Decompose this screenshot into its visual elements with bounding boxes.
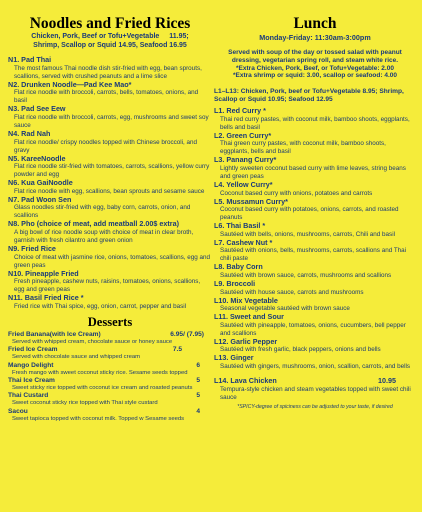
menu-item [8, 196, 212, 221]
lunch-intro: Served with soup of the day or tossed salad with peanut dressing, vegetarian spring roll, and steam white rice. [228, 49, 402, 64]
item-desc: Sautéed with brown sauce, carrots, mushrooms and scallions [220, 271, 392, 279]
item-title: L7. Cashew Nut * [214, 237, 273, 247]
item-title: N4. Rad Nah [8, 128, 51, 138]
dessert-desc: Sweet sticky rice topped with coconut ice cream and roasted peanuts [12, 384, 193, 391]
dessert-price: 7.5 [172, 346, 182, 354]
menu-item [8, 56, 212, 81]
item-title: N11. Basil Fried Rice * [8, 293, 84, 303]
noodles-sub1: Chicken, Pork, Beef or Tofu+Vegetable [31, 33, 160, 40]
item-desc: Flat rice noodle with egg, scallions, bean sprouts and sesame sauce [14, 187, 205, 195]
menu-item [214, 181, 416, 198]
item-desc: Sautéed with pineapple, tomatoes, onions, cucumbers, bell pepper and scallions [220, 321, 406, 337]
item-title: L2. Green Curry* [214, 130, 272, 140]
menu-item [214, 156, 416, 181]
item-title: L1. Red Curry * [214, 106, 266, 116]
menu-item [214, 280, 416, 297]
item-title: N3. Pad See Eew [8, 104, 66, 114]
item-title: L4. Yellow Curry* [214, 179, 273, 189]
menu-item [214, 107, 416, 132]
menu-item [214, 297, 416, 314]
menu-item [8, 81, 212, 106]
dessert-item [8, 392, 212, 407]
lunch-list [214, 107, 416, 410]
noodle-list [8, 56, 212, 311]
dessert-item [8, 377, 212, 392]
menu-item [214, 222, 416, 239]
lunch-title: Lunch [293, 15, 337, 32]
lunch-pricing: L1–L13: Chicken, Pork, beef or Tofu+Vegetable 8.95; Shrimp, Scallop or Squid 10.95; Seafood 12.95 [214, 88, 404, 104]
item-title: L6. Thai Basil * [214, 221, 266, 231]
item-desc: Sautéed with onions, bells, mushrooms, carrots, scallions and Thai chili paste [220, 247, 407, 263]
item-desc: Coconut based curry with potatoes, onions, carrots, and roasted peanuts [220, 206, 399, 222]
item-title: N1. Pad Thai [8, 55, 52, 65]
item-desc: Flat rice noodle stir-fried with tomatoes, carrots, scallions, yellow curry powder and egg [14, 163, 210, 179]
menu-item [8, 105, 212, 130]
dessert-desc: Fresh mango with sweet coconut sticky rice. Sesame seeds topped [12, 369, 188, 376]
item-title: L10. Mix Vegetable [214, 295, 278, 305]
item-title: L14. Lava Chicken [214, 375, 277, 385]
item-title: N7. Pad Woon Sen [8, 194, 72, 204]
dessert-price: 4 [196, 407, 200, 415]
dessert-desc: Sweet tapioca topped with coconut milk. Topped w Sesame seeds [12, 415, 185, 422]
dessert-name: Sacou [8, 407, 28, 415]
item-price: 10.95 [378, 375, 396, 385]
item-desc: Tempura-style chicken and steam vegetables topped with sweet chili sauce [220, 385, 411, 401]
lunch-extra-1: *Extra Chicken, Pork, Beef, or Tofu+Vegetable: 2.00 [236, 64, 394, 72]
dessert-name: Fried Ice Cream [8, 346, 58, 354]
noodles-pricing [8, 33, 212, 50]
dessert-desc: Served with whipped cream, chocolate sauce or honey sauce [12, 338, 173, 345]
dessert-name: Thai Ice Cream [8, 376, 55, 384]
item-title: L12. Garlic Pepper [214, 336, 278, 346]
item-desc: A big bowl of rice noodle soup with choice of meat in clear broth, garnish with fresh cilantro and green onion [14, 228, 194, 244]
item-title: L3. Panang Curry* [214, 155, 277, 165]
item-desc: Sautéed with house sauce, carrots and mushrooms [220, 288, 364, 296]
menu-item [214, 198, 416, 223]
item-desc: Flat rice noodle with broccoli, carrots, egg, mushrooms and sweet soy sauce [14, 113, 209, 129]
spicy-note: *SPICY-degree of spiciness can be adjusted to your taste, if desired [237, 403, 393, 410]
item-title: L9. Broccoli [214, 278, 256, 288]
item-desc: Sautéed with bells, onions, mushrooms, carrots, Chili and basil [220, 230, 395, 238]
dessert-price: 5 [196, 376, 200, 384]
item-title: N9. Fried Rice [8, 243, 56, 253]
noodles-sub1-price: 11.95; [169, 33, 189, 40]
menu-item [8, 130, 212, 155]
item-desc: Fried rice with Thai spice, egg, onion, carrot, pepper and basil [14, 302, 187, 310]
item-title: N5. KareeNoodle [8, 153, 66, 163]
dessert-price: 6 [196, 361, 200, 369]
dessert-price: 5 [196, 392, 200, 400]
item-desc: Fresh pineapple, cashew nuts, raisins, tomatoes, onions, scallions, egg and green peas [14, 278, 201, 294]
noodles-title: Noodles and Fried Rices [29, 15, 191, 32]
lunch-extra-2: *Extra shrimp or squid: 3.00, scallop or seafood: 4.00 [233, 72, 397, 80]
item-desc: Choice of meat with jasmine rice, onions, tomatoes, scallions, egg and green peas [14, 253, 211, 269]
item-desc: The most famous Thai noodle dish stir-fried with egg, bean sprouts, scallions, served with crushed peanuts and a lime slice [14, 64, 202, 80]
noodles-sub2: Shrimp, Scallop or Squid 14.95, Seafood 16.95 [33, 41, 187, 49]
item-desc: Sautéed with gingers, mushrooms, onion, scallion, carrots, and bells [220, 362, 411, 370]
dessert-list [8, 331, 212, 423]
dessert-name: Thai Custard [8, 392, 49, 400]
menu-item [8, 220, 212, 245]
menu-item [8, 179, 212, 196]
item-desc: Seasonal vegetable sautéed with brown sauce [220, 305, 350, 313]
item-desc: Thai green curry pastes, with coconut milk, bamboo shoots, eggplants, bells and basil [220, 140, 386, 156]
item-desc: Lightly sweeten coconut based curry with lime leaves, string beans and green peas [220, 164, 406, 180]
noodles-column [8, 0, 212, 423]
item-title: N2. Drunken Noodle—Pad Kee Mao* [8, 79, 132, 89]
menu-item [214, 338, 416, 355]
item-title: L8. Baby Corn [214, 262, 263, 272]
dessert-name: Fried Banana(with Ice Cream) [8, 330, 101, 338]
desserts-title: Desserts [87, 314, 133, 329]
menu-item [214, 313, 416, 338]
dessert-item [8, 362, 212, 377]
menu-item [8, 245, 212, 270]
item-title: L13. Ginger [214, 353, 254, 363]
item-title: N10. Pineapple Fried [8, 268, 79, 278]
dessert-item [8, 346, 212, 361]
item-desc: Flat rice noodle with broccoli, carrots, bells, tomatoes, onions, and basil [14, 89, 199, 105]
dessert-price: 6.95/ (7.95) [170, 330, 204, 338]
dessert-desc: Sweet coconut sticky rice topped with Thai style custard [12, 400, 158, 407]
item-desc: Flat rice noodle/ crispy noodles topped with Chinese broccoli, and gravy [14, 138, 198, 154]
dessert-desc: Served with chocolate sauce and whipped cream [12, 354, 141, 361]
dessert-item [8, 331, 212, 346]
dessert-name: Mango Delight [8, 361, 54, 369]
menu-item [8, 270, 212, 295]
item-desc: Thai red curry pastes, with coconut milk, bamboo shoots, eggplants, bells and basil [220, 115, 410, 131]
lunch-column [214, 0, 416, 411]
menu-item [8, 155, 212, 180]
item-title: N8. Pho (choice of meat, add meatball 2.00$ extra) [8, 219, 179, 229]
menu-item-lava [214, 377, 416, 402]
item-title: L11. Sweet and Sour [214, 312, 284, 322]
menu-item [214, 354, 416, 371]
menu-item [214, 132, 416, 157]
item-desc: Sautéed with fresh garlic, black peppers, onions and bells [220, 346, 381, 354]
item-desc: Coconut based curry with onions, potatoes and carrots [220, 189, 373, 197]
dessert-item [8, 408, 212, 423]
item-desc: Glass noodles stir-fried with egg, baby corn, carrots, onion, and scallions [14, 204, 191, 220]
item-title: N6. Kua GaiNoodle [8, 178, 73, 188]
menu-item [214, 263, 416, 280]
item-title: L5. Mussamun Curry* [214, 196, 288, 206]
menu-item [8, 294, 212, 311]
menu-item [214, 239, 416, 264]
lunch-hours: Monday-Friday: 11:30am-3:00pm [259, 33, 371, 42]
